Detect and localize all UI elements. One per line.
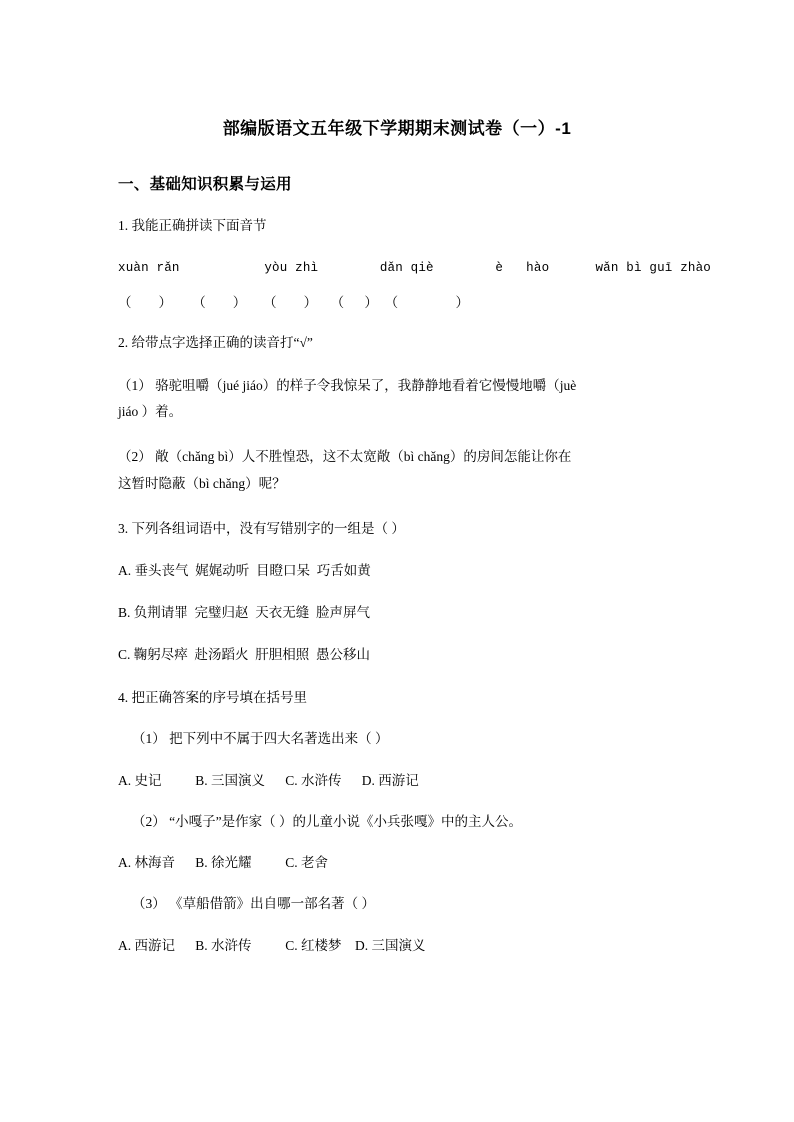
- question-4-item-3-options: A. 西游记 B. 水浒传 C. 红楼梦 D. 三国演义: [118, 938, 426, 954]
- question-2-item-2-line-1: （2） 敞（chǎng bì）人不胜惶恐，这不太宽敞（bì chǎng）的房间怎能让你在: [118, 449, 572, 465]
- question-2-item-1: [118, 373, 676, 426]
- question-2: 2. 给带点字选择正确的读音打“√”: [118, 334, 313, 350]
- question-4-item-2-options: A. 林海音 B. 徐光耀 C. 老舍: [118, 855, 329, 871]
- question-3: 3. 下列各组词语中，没有写错别字的一组是（ ）: [118, 521, 405, 537]
- question-3-option-a: A. 垂头丧气 娓娓动听 目瞪口呆 巧舌如黄: [118, 563, 371, 579]
- question-2-item-2: [118, 444, 676, 497]
- question-2-item-1-line-1: （1） 骆驼咀嚼（jué jiáo）的样子令我惊呆了，我静静地看着它慢慢地嚼（juè: [118, 377, 577, 393]
- section-heading-1: 一、基础知识积累与运用: [118, 176, 292, 193]
- question-3-option-c: C. 鞠躬尽瘁 赴汤蹈火 肝胆相照 愚公移山: [118, 646, 371, 662]
- question-4: 4. 把正确答案的序号填在括号里: [118, 689, 307, 705]
- question-4-item-3: （3） 《草船借箭》出自哪一部名著（ ）: [132, 896, 375, 912]
- question-2-item-1-line-2: jiáo ）着。: [118, 404, 183, 420]
- page-title: 部编版语文五年级下学期期末测试卷（一）-1: [222, 119, 572, 138]
- question-1: 1. 我能正确拼读下面音节: [118, 218, 267, 233]
- question-4-item-1-options: A. 史记 B. 三国演义 C. 水浒传 D. 西游记: [118, 772, 419, 788]
- question-4-item-1: （1） 把下列中不属于四大名著选出来（ ）: [132, 730, 389, 746]
- question-2-item-2-line-2: 这暂时隐蔽（bì chǎng）呢？: [118, 475, 286, 491]
- question-3-option-b: B. 负荆请罪 完璧归赵 天衣无缝 脸声屏气: [118, 604, 371, 620]
- question-1-pinyin-row: xuàn rǎn yòu zhì dǎn qiè è hào wǎn bì guī zhào: [118, 260, 711, 275]
- question-4-item-2: （2） “小嘎子”是作家（ ）的儿童小说《小兵张嘎》中的主人公。: [132, 813, 522, 829]
- question-1-answer-blanks: （ ） （ ） （ ） （ ） （ ）: [118, 294, 469, 310]
